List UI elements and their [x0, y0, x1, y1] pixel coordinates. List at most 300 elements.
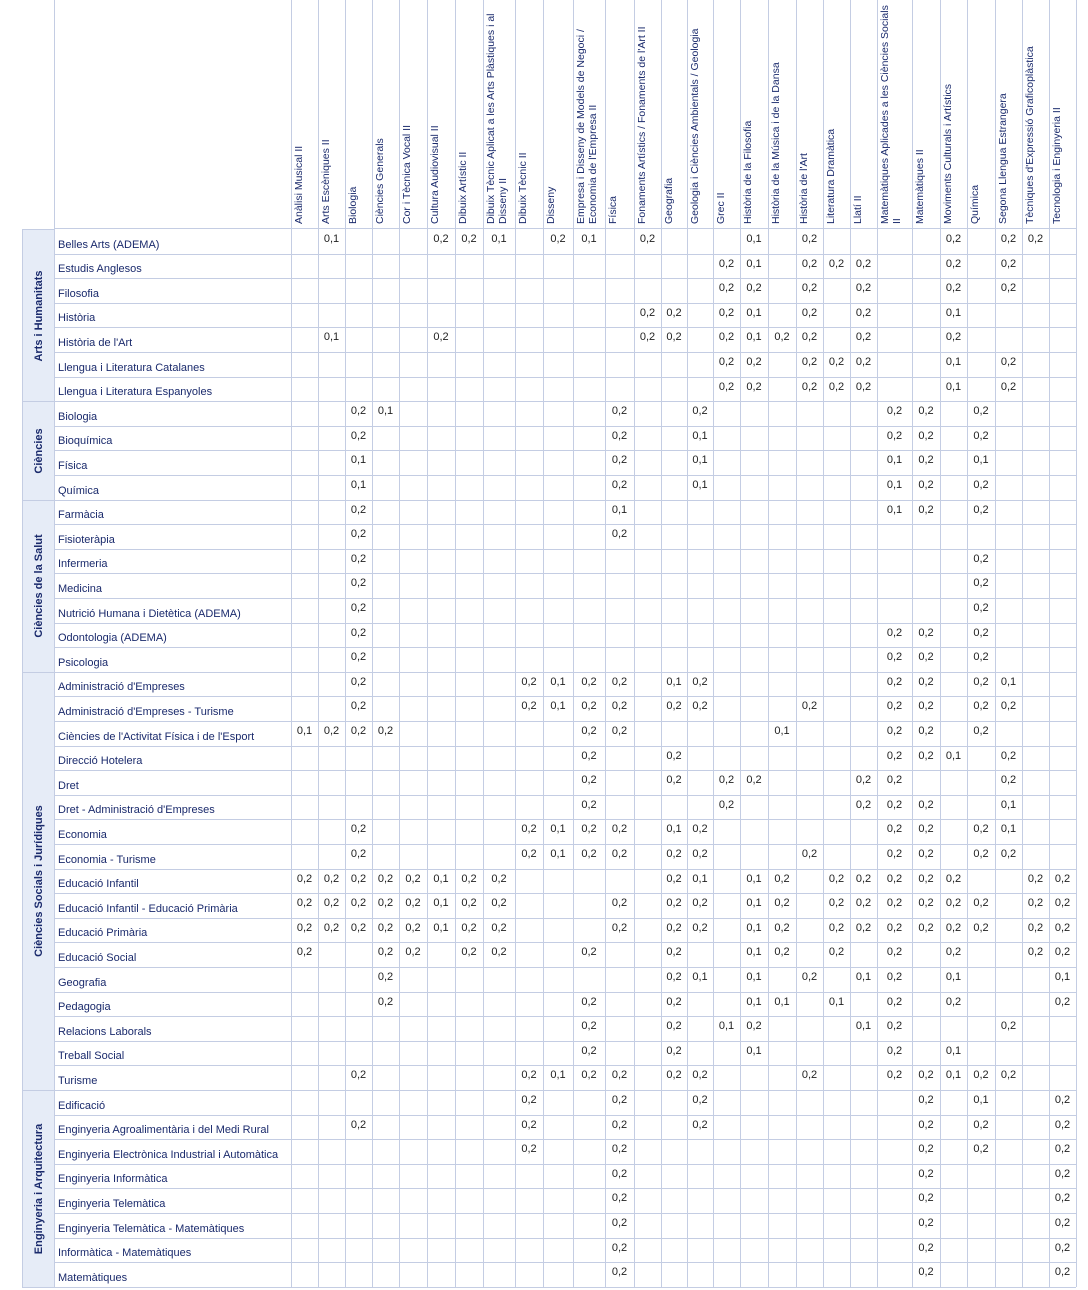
weight-value: 0,2 — [801, 331, 818, 344]
row-divider — [54, 327, 1076, 328]
weight-value: 0,2 — [1054, 1192, 1071, 1205]
weight-value: 0,2 — [323, 872, 340, 885]
weight-value: 0,1 — [550, 823, 566, 836]
weight-value: 0,2 — [323, 725, 340, 737]
subject-header: Empresa i Disseny de Models de Negoci / Economia de l'Empresa II — [575, 29, 599, 224]
grid-vline — [318, 0, 319, 1287]
weight-value: 0,2 — [377, 872, 394, 885]
degree-name: Turisme — [58, 1075, 98, 1087]
weight-value: 0,1 — [692, 429, 708, 442]
weight-value: 0,2 — [1054, 1167, 1071, 1180]
weight-value: 0,2 — [973, 577, 989, 590]
weight-value: 0,2 — [746, 774, 762, 787]
row-divider — [54, 1115, 1076, 1116]
subject-header: Tècniques d'Expressió Graficoplàstica — [1024, 46, 1036, 224]
subject-header: Fonaments Artístics / Fonaments de l'Art II — [636, 26, 648, 224]
weight-value: 0,2 — [550, 233, 566, 245]
degree-name: Fisioteràpia — [58, 533, 115, 546]
weight-value: 0,2 — [855, 798, 872, 811]
weight-value: 0,2 — [433, 233, 449, 245]
degree-name: Biologia — [58, 410, 98, 423]
degree-name: Edificació — [58, 1099, 106, 1112]
area-group — [22, 401, 55, 500]
weight-value: 0,1 — [973, 1094, 989, 1106]
degree-name: Treball Social — [58, 1050, 125, 1063]
weight-value: 0,2 — [611, 1217, 628, 1229]
weight-value: 0,1 — [746, 306, 762, 319]
weight-value: 0,1 — [550, 675, 566, 688]
row-divider — [54, 549, 1076, 550]
weight-value: 0,2 — [918, 1241, 934, 1254]
weight-value: 0,2 — [692, 1118, 708, 1131]
degree-name: Enginyeria Telemàtica - Matemàtiques — [58, 1222, 245, 1235]
weight-value: 0,2 — [801, 1069, 818, 1082]
weight-value: 0,2 — [350, 848, 367, 860]
weight-value: 0,2 — [581, 995, 597, 1008]
weight-value: 0,2 — [886, 651, 903, 664]
weight-value: 0,2 — [1054, 1094, 1071, 1106]
degree-name: Educació Infantil — [58, 878, 139, 891]
subject-header: Geologia i Ciències Ambientals / Geologia — [689, 28, 701, 224]
degree-name: Belles Arts (ADEMA) — [58, 238, 160, 251]
row-divider — [54, 770, 1076, 771]
degree-name: Informàtica - Matemàtiques — [58, 1247, 192, 1260]
subject-header: Biologia — [347, 186, 359, 224]
grid-vline — [1076, 0, 1077, 1287]
weight-value: 0,2 — [801, 257, 818, 270]
degree-name: Història de l'Art — [58, 337, 133, 349]
grid-vline — [877, 0, 878, 1287]
weight-value: 0,2 — [323, 897, 340, 910]
weight-value: 0,2 — [1000, 282, 1017, 295]
weight-value: 0,2 — [350, 552, 367, 565]
weight-value: 0,2 — [855, 872, 872, 885]
subject-header: Grec II — [715, 192, 727, 224]
weight-value: 0,2 — [581, 749, 597, 762]
weight-value: 0,2 — [801, 848, 818, 860]
weight-value: 0,2 — [973, 626, 989, 639]
weight-value: 0,2 — [918, 700, 934, 713]
weight-value: 0,2 — [461, 921, 477, 934]
weight-value: 0,2 — [433, 331, 449, 344]
weight-value: 0,2 — [801, 380, 818, 393]
weight-value: 0,1 — [945, 306, 962, 319]
degree-name: Odontologia (ADEMA) — [58, 632, 167, 645]
weight-value: 0,2 — [1054, 872, 1071, 885]
weight-value: 0,2 — [918, 872, 934, 885]
subject-header: Dibuix Tècnic II — [517, 152, 529, 224]
grid-vline — [573, 0, 574, 1287]
area-group — [22, 229, 55, 402]
weight-value: 0,2 — [581, 1069, 597, 1082]
weight-value: 0,2 — [666, 700, 682, 713]
weight-value: 0,2 — [611, 1118, 628, 1131]
weight-value: 0,2 — [521, 823, 537, 836]
weight-value: 0,2 — [886, 921, 903, 934]
weight-value: 0,2 — [350, 823, 367, 836]
weight-value: 0,2 — [666, 995, 682, 1008]
weight-value: 0,2 — [973, 651, 989, 664]
weight-value: 0,2 — [666, 946, 682, 959]
weight-value: 0,2 — [692, 675, 708, 688]
weight-value: 0,2 — [918, 1118, 934, 1131]
row-divider — [54, 696, 1076, 697]
weight-value: 0,2 — [886, 995, 903, 1008]
weight-value: 0,2 — [692, 823, 708, 836]
weight-value: 0,2 — [886, 946, 903, 959]
weight-value: 0,1 — [973, 454, 989, 467]
weight-value: 0,2 — [945, 897, 962, 910]
weight-value: 0,1 — [774, 995, 790, 1008]
weight-value: 0,2 — [491, 921, 507, 934]
area-group — [22, 1090, 55, 1288]
row-divider — [54, 746, 1076, 747]
weight-value: 0,2 — [886, 405, 903, 418]
weight-value: 0,1 — [886, 454, 903, 467]
weight-value: 0,1 — [1054, 971, 1071, 983]
weight-value: 0,2 — [973, 429, 989, 442]
weight-value: 0,2 — [774, 872, 790, 885]
weight-value: 0,2 — [581, 946, 597, 959]
weight-value: 0,2 — [611, 675, 628, 688]
grid-vline — [1022, 0, 1023, 1287]
row-divider — [54, 1139, 1076, 1140]
weight-value: 0,2 — [611, 528, 628, 541]
grid-vline — [427, 0, 428, 1287]
weight-value: 0,1 — [491, 233, 507, 245]
weight-value: 0,1 — [611, 503, 628, 516]
weight-value: 0,2 — [461, 233, 477, 245]
weight-value: 0,1 — [296, 725, 313, 737]
weight-value: 0,1 — [945, 749, 962, 762]
grid-vline — [345, 0, 346, 1287]
weight-value: 0,2 — [521, 1094, 537, 1106]
weight-value: 0,1 — [550, 700, 566, 713]
weight-value: 0,2 — [461, 946, 477, 959]
weight-value: 0,2 — [377, 995, 394, 1008]
row-divider — [54, 475, 1076, 476]
weight-value: 0,1 — [433, 872, 449, 885]
weight-value: 0,2 — [666, 1020, 682, 1033]
degree-name: Estudis Anglesos — [58, 263, 142, 276]
weight-value: 0,1 — [746, 1044, 762, 1057]
weight-value: 0,2 — [886, 626, 903, 639]
weight-value: 0,2 — [350, 675, 367, 688]
weight-value: 0,2 — [855, 356, 872, 368]
row-divider — [54, 500, 1076, 501]
weight-value: 0,2 — [918, 675, 934, 688]
weight-value: 0,2 — [461, 897, 477, 910]
weight-value: 0,2 — [581, 798, 597, 811]
weight-value: 0,2 — [350, 577, 367, 590]
weight-value: 0,2 — [801, 282, 818, 295]
weight-value: 0,2 — [405, 921, 421, 934]
area-label: Ciències Socials i Jurídiques — [32, 805, 45, 958]
subject-header: Literatura Dramàtica — [825, 128, 837, 224]
weight-value: 0,2 — [718, 798, 735, 811]
weight-value: 0,2 — [973, 823, 989, 836]
degree-name: Enginyeria Agroalimentària i del Medi Rural — [58, 1124, 269, 1137]
weight-value: 0,2 — [918, 405, 934, 418]
weight-value: 0,2 — [855, 331, 872, 344]
degree-name: Relacions Laborals — [58, 1025, 152, 1038]
grid-vline — [634, 0, 635, 1287]
row-divider — [54, 352, 1076, 353]
weight-value: 0,2 — [886, 1069, 903, 1082]
weight-value: 0,1 — [945, 1044, 962, 1057]
weight-value: 0,2 — [461, 872, 477, 885]
weight-value: 0,2 — [581, 700, 597, 713]
weight-value: 0,2 — [973, 1069, 989, 1082]
weight-value: 0,2 — [666, 306, 682, 319]
row-divider — [54, 893, 1076, 894]
weight-value: 0,2 — [886, 675, 903, 688]
row-divider — [54, 254, 1076, 255]
grid-vline — [940, 0, 941, 1287]
degree-name: Física — [58, 460, 88, 472]
weight-value: 0,2 — [405, 946, 421, 959]
weight-value: 0,2 — [828, 897, 845, 910]
grid-vline — [823, 0, 824, 1287]
weight-value: 0,2 — [611, 921, 628, 934]
weight-value: 0,2 — [1000, 233, 1017, 245]
subject-header: Dibuix Artístic II — [457, 151, 469, 224]
weight-value: 0,2 — [1054, 921, 1071, 934]
weight-value: 0,1 — [746, 995, 762, 1008]
weight-value: 0,1 — [350, 479, 367, 491]
weight-value: 0,1 — [581, 233, 597, 245]
weight-value: 0,2 — [774, 897, 790, 910]
weight-value: 0,2 — [405, 872, 421, 885]
weight-value: 0,2 — [855, 921, 872, 934]
weight-value: 0,2 — [1054, 1241, 1071, 1254]
weight-value: 0,2 — [918, 1094, 934, 1106]
degree-name: Farmàcia — [58, 509, 104, 522]
weight-value: 0,2 — [666, 331, 682, 344]
row-divider — [54, 1213, 1076, 1214]
weight-value: 0,2 — [918, 749, 934, 762]
weight-value: 0,2 — [296, 897, 313, 910]
weight-value: 0,2 — [377, 921, 394, 934]
weight-value: 0,2 — [350, 725, 367, 737]
weight-value: 0,2 — [611, 479, 628, 491]
weight-value: 0,2 — [611, 1241, 628, 1254]
weight-value: 0,2 — [718, 331, 735, 344]
weight-value: 0,2 — [918, 1069, 934, 1082]
grid-vline — [291, 0, 292, 1287]
weight-value: 0,2 — [350, 897, 367, 910]
weight-value: 0,2 — [377, 971, 394, 983]
weight-value: 0,2 — [918, 1192, 934, 1205]
degree-name: Enginyeria Informàtica — [58, 1173, 168, 1186]
weight-value: 0,2 — [973, 675, 989, 688]
weight-value: 0,2 — [521, 1069, 537, 1082]
degree-name: Direcció Hotelera — [58, 755, 143, 768]
weight-value: 0,2 — [828, 946, 845, 959]
weight-value: 0,2 — [692, 405, 708, 418]
weight-value: 0,2 — [581, 675, 597, 688]
weight-value: 0,2 — [666, 897, 682, 910]
weight-value: 0,2 — [855, 380, 872, 393]
weight-value: 0,2 — [973, 921, 989, 934]
weight-value: 0,1 — [433, 897, 449, 910]
row-divider — [54, 967, 1076, 968]
weight-value: 0,2 — [855, 306, 872, 319]
weight-value: 0,2 — [746, 380, 762, 393]
weight-value: 0,2 — [973, 503, 989, 516]
weight-value: 0,2 — [918, 454, 934, 467]
weight-value: 0,1 — [550, 1069, 566, 1082]
weight-value: 0,2 — [666, 872, 682, 885]
weight-value: 0,2 — [611, 823, 628, 836]
weight-value: 0,2 — [918, 823, 934, 836]
weight-value: 0,2 — [296, 921, 313, 934]
area-label: Enginyeria i Arquitectura — [32, 1123, 45, 1255]
weight-value: 0,2 — [973, 725, 989, 737]
weight-value: 0,2 — [521, 1118, 537, 1131]
weight-value: 0,2 — [639, 233, 656, 245]
weight-value: 0,2 — [945, 331, 962, 344]
grid-vline — [850, 0, 851, 1287]
weight-value: 0,2 — [973, 602, 989, 614]
weight-value: 0,2 — [611, 1143, 628, 1156]
degree-name: Economia - Turisme — [58, 853, 156, 866]
weight-value: 0,2 — [973, 479, 989, 491]
weight-value: 0,2 — [886, 872, 903, 885]
weight-value: 0,2 — [692, 700, 708, 713]
weight-value: 0,2 — [1027, 921, 1044, 934]
weight-value: 0,2 — [611, 897, 628, 910]
subject-header: Història de l'Art — [798, 153, 810, 224]
subject-header: Dibuix Tècnic Aplicat a les Arts Plàstiques i al Disseny II — [485, 13, 509, 224]
weight-value: 0,1 — [746, 331, 762, 344]
degree-name: Dret — [58, 779, 79, 792]
row-divider — [54, 647, 1076, 648]
weight-value: 0,2 — [611, 1192, 628, 1205]
weight-value: 0,2 — [666, 774, 682, 787]
weight-value: 0,1 — [746, 257, 762, 270]
weight-value: 0,2 — [581, 1044, 597, 1057]
grid-vline — [768, 0, 769, 1287]
weight-value: 0,1 — [746, 872, 762, 885]
weight-value: 0,2 — [918, 626, 934, 639]
weight-value: 0,2 — [611, 405, 628, 418]
row-divider — [54, 721, 1076, 722]
row-divider — [54, 844, 1076, 845]
weight-value: 0,2 — [801, 306, 818, 319]
weight-value: 0,2 — [774, 331, 790, 344]
weight-value: 0,2 — [918, 1266, 934, 1279]
weight-value: 0,2 — [666, 971, 682, 983]
weight-value: 0,2 — [491, 872, 507, 885]
subject-header: Anàlisi Musical II — [293, 145, 305, 224]
weight-value: 0,2 — [666, 848, 682, 860]
weight-value: 0,1 — [945, 356, 962, 368]
row-divider — [54, 1065, 1076, 1066]
weight-value: 0,2 — [350, 921, 367, 934]
weight-value: 0,2 — [945, 872, 962, 885]
row-divider — [54, 1262, 1076, 1263]
weight-value: 0,2 — [918, 651, 934, 664]
weight-value: 0,2 — [945, 946, 962, 959]
weight-value: 0,2 — [973, 848, 989, 860]
weight-value: 0,2 — [666, 1069, 682, 1082]
weight-value: 0,2 — [611, 1266, 628, 1279]
weight-value: 0,2 — [350, 1069, 367, 1082]
degree-name: Educació Social — [58, 952, 137, 964]
weight-value: 0,2 — [521, 848, 537, 860]
weight-value: 0,1 — [886, 503, 903, 516]
row-divider — [54, 426, 1076, 427]
weight-value: 0,1 — [945, 1069, 962, 1082]
weight-value: 0,2 — [491, 946, 507, 959]
weight-value: 0,1 — [1000, 798, 1017, 811]
weight-value: 0,2 — [855, 897, 872, 910]
weight-value: 0,2 — [973, 1118, 989, 1131]
weight-value: 0,2 — [692, 848, 708, 860]
weight-value: 0,2 — [1027, 872, 1044, 885]
weight-value: 0,2 — [918, 848, 934, 860]
weight-value: 0,2 — [886, 429, 903, 442]
weight-value: 0,2 — [611, 700, 628, 713]
degree-name: Ciències de l'Activitat Física i de l'Esport — [58, 730, 255, 743]
weight-value: 0,2 — [350, 405, 367, 418]
row-divider — [54, 1188, 1076, 1189]
weight-value: 0,2 — [1000, 257, 1017, 270]
weight-value: 0,2 — [774, 921, 790, 934]
row-divider — [54, 1016, 1076, 1017]
weight-value: 0,1 — [323, 233, 340, 245]
weight-value: 0,2 — [521, 1143, 537, 1156]
weight-value: 0,2 — [918, 897, 934, 910]
weight-value: 0,1 — [692, 479, 708, 491]
weight-value: 0,1 — [718, 1020, 735, 1033]
weight-value: 0,2 — [973, 700, 989, 713]
weight-value: 0,2 — [973, 1143, 989, 1156]
weight-value: 0,2 — [1027, 233, 1044, 245]
weight-value: 0,2 — [1054, 1118, 1071, 1131]
weight-value: 0,2 — [718, 257, 735, 270]
degree-name: Matemàtiques — [58, 1271, 128, 1284]
grid-vline — [713, 0, 714, 1287]
weight-value: 0,2 — [377, 897, 394, 910]
weight-value: 0,1 — [692, 971, 708, 983]
weight-value: 0,2 — [918, 725, 934, 737]
weight-value: 0,2 — [918, 798, 934, 811]
weight-value: 0,2 — [611, 848, 628, 860]
weight-value: 0,2 — [801, 233, 818, 245]
weight-value: 0,2 — [581, 774, 597, 787]
weight-value: 0,2 — [692, 897, 708, 910]
weight-value: 0,2 — [918, 921, 934, 934]
subject-header: Tecnologia i Enginyeria II — [1051, 107, 1063, 224]
row-divider — [54, 1041, 1076, 1042]
weight-value: 0,2 — [1000, 774, 1017, 787]
weight-value: 0,2 — [945, 921, 962, 934]
weight-value: 0,2 — [491, 897, 507, 910]
weight-value: 0,2 — [828, 257, 845, 270]
weight-value: 0,2 — [1054, 1217, 1071, 1229]
area-label: Arts i Humanitats — [32, 270, 45, 362]
row-divider — [54, 573, 1076, 574]
weight-value: 0,1 — [550, 848, 566, 860]
weight-value: 0,2 — [1027, 946, 1044, 959]
row-divider — [54, 795, 1076, 796]
subject-header: Física — [607, 195, 619, 224]
row-divider — [54, 598, 1076, 599]
weight-value: 0,2 — [611, 1094, 628, 1106]
weight-value: 0,2 — [886, 823, 903, 836]
